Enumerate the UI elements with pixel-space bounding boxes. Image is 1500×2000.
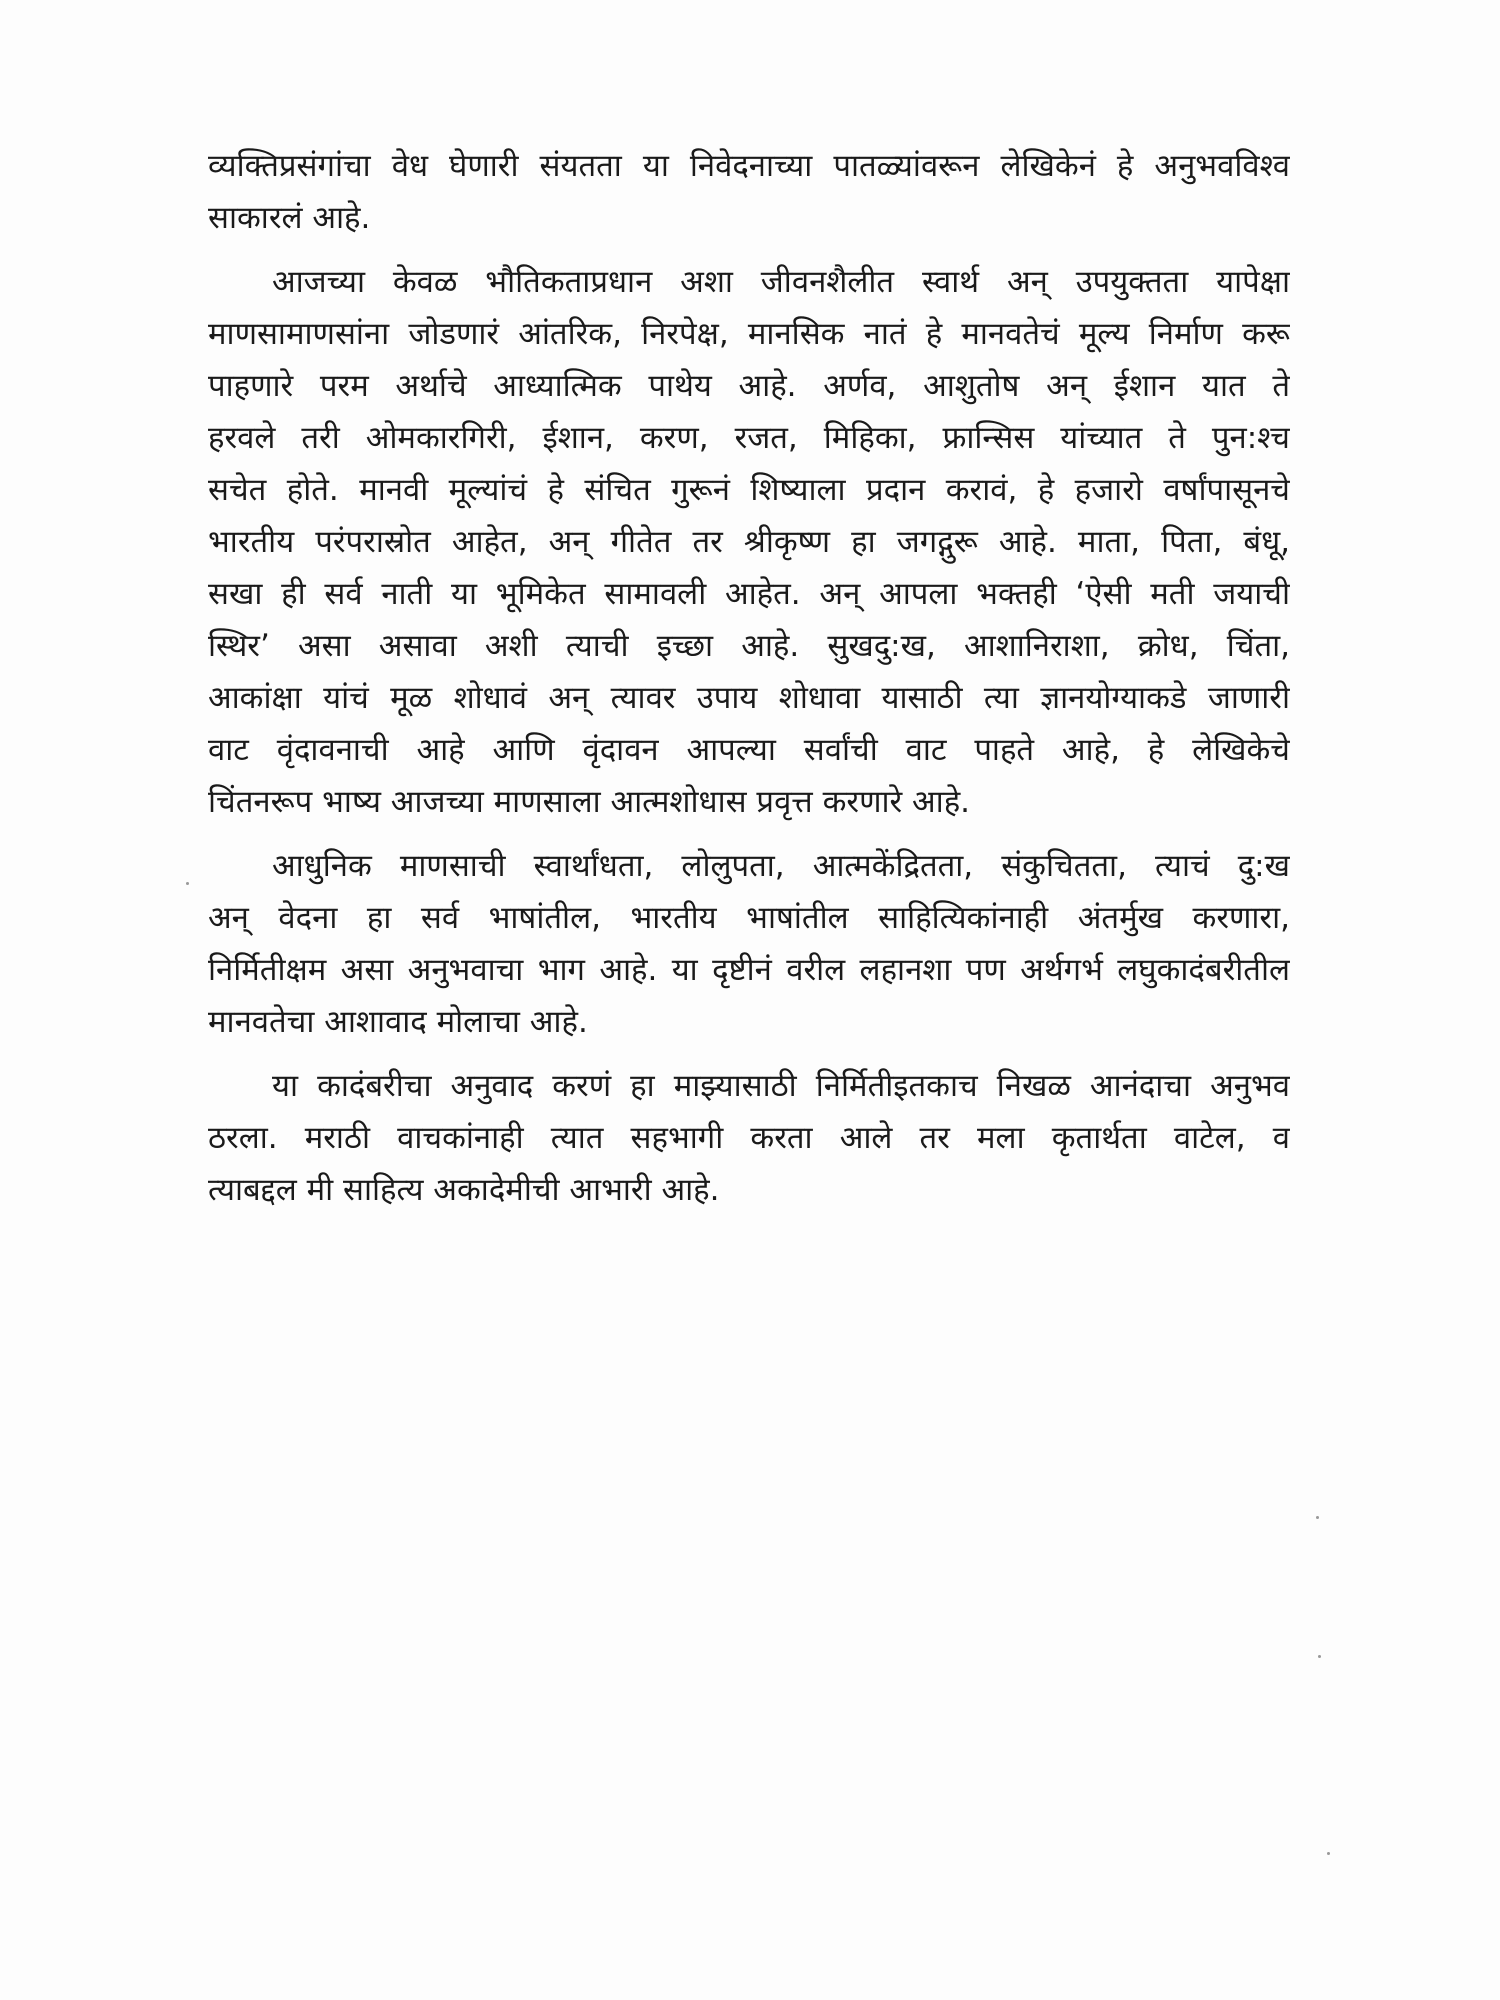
body-text	[208, 140, 1290, 1216]
text-line: निर्मितीक्षम असा अनुभवाचा भाग आहे. या दृष्टीनं वरील लहानशा पण अर्थगर्भ लघुकादंबरीतील	[208, 952, 1290, 988]
scan-speck	[1327, 1852, 1330, 1855]
text-line: आकांक्षा यांचं मूळ शोधावं अन् त्यावर उपाय शोधावा यासाठी त्या ज्ञानयोग्याकडे जाणारी	[208, 680, 1290, 716]
text-line: आधुनिक माणसाची स्वार्थांधता, लोलुपता, आत्मकेंद्रितता, संकुचितता, त्याचं दु:ख	[272, 848, 1290, 884]
paragraph-2	[208, 256, 1290, 828]
text-line: मानवतेचा आशावाद मोलाचा आहे.	[208, 1004, 588, 1040]
text-line: या कादंबरीचा अनुवाद करणं हा माझ्यासाठी निर्मितीइतकाच निखळ आनंदाचा अनुभव	[272, 1068, 1290, 1104]
text-line: व्यक्तिप्रसंगांचा वेध घेणारी संयतता या निवेदनाच्या पातळ्यांवरून लेखिकेनं हे अनुभवविश्व	[208, 148, 1290, 184]
text-line: वाट वृंदावनाची आहे आणि वृंदावन आपल्या सर्वांची वाट पाहते आहे, हे लेखिकेचे	[208, 732, 1290, 768]
text-line: हरवले तरी ओमकारगिरी, ईशान, करण, रजत, मिहिका, फ्रान्सिस यांच्यात ते पुन:श्च	[208, 420, 1290, 456]
scan-speck	[186, 882, 189, 885]
scan-speck	[1316, 1516, 1319, 1519]
text-line: अन् वेदना हा सर्व भाषांतील, भारतीय भाषांतील साहित्यिकांनाही अंतर्मुख करणारा,	[208, 900, 1290, 936]
text-line: माणसामाणसांना जोडणारं आंतरिक, निरपेक्ष, मानसिक नातं हे मानवतेचं मूल्य निर्माण करू	[208, 316, 1290, 352]
text-line: ठरला. मराठी वाचकांनाही त्यात सहभागी करता आले तर मला कृतार्थता वाटेल, व	[208, 1120, 1290, 1156]
text-line: साकारलं आहे.	[208, 200, 371, 236]
text-line: सचेत होते. मानवी मूल्यांचं हे संचित गुरूनं शिष्याला प्रदान करावं, हे हजारो वर्षांपासूनचे	[208, 472, 1290, 508]
text-line: त्याबद्दल मी साहित्य अकादेमीची आभारी आहे.	[208, 1172, 720, 1208]
paragraph-1	[208, 140, 1290, 244]
text-line: पाहणारे परम अर्थाचे आध्यात्मिक पाथेय आहे. अर्णव, आशुतोष अन् ईशान यात ते	[208, 368, 1290, 404]
paragraph-4	[208, 1060, 1290, 1216]
text-line: चिंतनरूप भाष्य आजच्या माणसाला आत्मशोधास प्रवृत्त करणारे आहे.	[208, 784, 971, 820]
paragraph-3	[208, 840, 1290, 1048]
text-line: सखा ही सर्व नाती या भूमिकेत सामावली आहेत. अन् आपला भक्तही ‘ऐसी मती जयाची	[208, 576, 1290, 612]
text-line: आजच्या केवळ भौतिकताप्रधान अशा जीवनशैलीत स्वार्थ अन् उपयुक्तता यापेक्षा	[272, 264, 1290, 300]
text-line: स्थिर’ असा असावा अशी त्याची इच्छा आहे. सुखदु:ख, आशानिराशा, क्रोध, चिंता,	[208, 628, 1290, 664]
scan-speck	[1318, 1655, 1321, 1658]
text-line: भारतीय परंपरास्रोत आहेत, अन् गीतेत तर श्रीकृष्ण हा जगद्गुरू आहे. माता, पिता, बंधू,	[208, 524, 1290, 560]
